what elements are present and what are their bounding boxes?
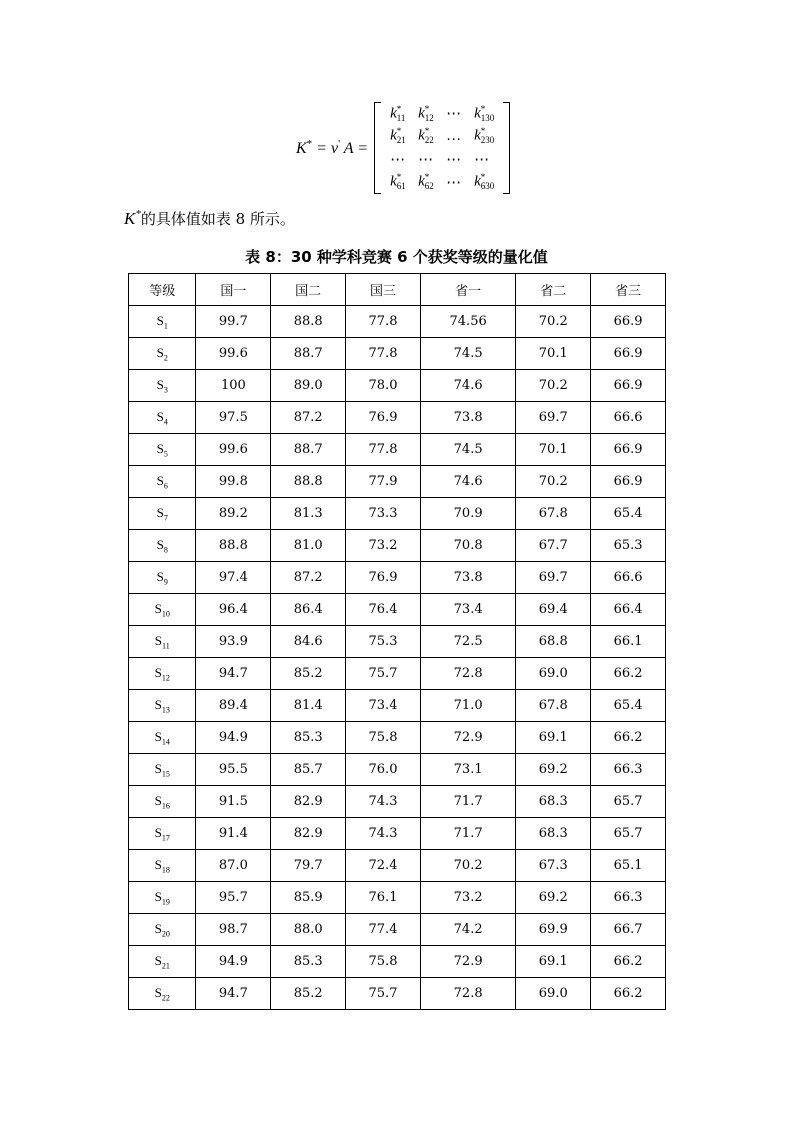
value-cell: 94.7 <box>196 658 271 690</box>
matrix-row <box>384 171 500 194</box>
equation-k-symbol: K <box>296 140 307 157</box>
value-cell: 72.8 <box>420 658 515 690</box>
value-cell: 65.4 <box>591 498 666 530</box>
row-label-letter: S <box>154 952 162 968</box>
matrix-cell <box>384 171 412 194</box>
row-label <box>129 914 196 946</box>
table-header-row <box>129 274 666 306</box>
matrix-symbol: k <box>390 173 397 190</box>
value-cell: 75.7 <box>346 658 421 690</box>
value-cell: 70.8 <box>420 530 515 562</box>
value-cell: 82.9 <box>271 786 346 818</box>
table-row <box>129 306 666 338</box>
row-label-letter: S <box>156 472 164 488</box>
value-cell: 86.4 <box>271 594 346 626</box>
value-cell: 74.56 <box>420 306 515 338</box>
value-cell: 99.7 <box>196 306 271 338</box>
row-label-letter: S <box>154 664 162 680</box>
row-label-index: 4 <box>163 417 168 427</box>
row-label-index: 15 <box>161 769 170 779</box>
value-cell: 71.0 <box>420 690 515 722</box>
value-cell: 70.1 <box>516 434 591 466</box>
row-label-letter: S <box>154 760 162 776</box>
row-label <box>129 882 196 914</box>
value-cell: 88.0 <box>271 914 346 946</box>
row-label-letter: S <box>156 376 164 392</box>
row-label-index: 19 <box>161 897 170 907</box>
value-cell: 76.0 <box>346 754 421 786</box>
k-symbol: K <box>124 209 136 228</box>
matrix-symbol: k <box>474 127 481 144</box>
row-label-letter: S <box>154 856 162 872</box>
matrix-table <box>384 102 500 194</box>
value-cell: 73.3 <box>346 498 421 530</box>
value-cell: 76.9 <box>346 402 421 434</box>
table-row <box>129 722 666 754</box>
table-row <box>129 978 666 1010</box>
value-cell: 73.8 <box>420 402 515 434</box>
matrix-symbol: k <box>474 105 481 122</box>
value-cell: 69.7 <box>516 402 591 434</box>
row-label <box>129 978 196 1010</box>
value-cell: 74.6 <box>420 466 515 498</box>
value-cell: 77.8 <box>346 434 421 466</box>
row-label <box>129 498 196 530</box>
matrix-symbol: k <box>390 105 397 122</box>
row-label-letter: S <box>156 344 164 360</box>
row-label <box>129 786 196 818</box>
value-cell: 66.1 <box>591 626 666 658</box>
value-cell: 96.4 <box>196 594 271 626</box>
row-label <box>129 434 196 466</box>
row-label-index: 2 <box>163 353 168 363</box>
value-cell: 73.1 <box>420 754 515 786</box>
equation-a-symbol: A = <box>343 140 369 157</box>
value-cell: 65.7 <box>591 818 666 850</box>
row-label <box>129 818 196 850</box>
row-label-index: 11 <box>162 641 170 651</box>
table-row <box>129 818 666 850</box>
table-title: 表 8：30 种学科竞赛 6 个获奖等级的量化值 <box>245 248 548 266</box>
k-star-symbol <box>124 209 141 228</box>
row-label-index: 20 <box>161 929 170 939</box>
value-cell: 75.3 <box>346 626 421 658</box>
matrix-cell <box>412 125 440 147</box>
value-cell: 66.9 <box>591 338 666 370</box>
matrix-cell: ⋯ <box>446 151 463 168</box>
value-cell: 76.9 <box>346 562 421 594</box>
value-cell: 74.3 <box>346 818 421 850</box>
row-label-letter: S <box>154 824 162 840</box>
row-label-index: 13 <box>161 705 170 715</box>
matrix-symbol: k <box>418 173 425 190</box>
table-row <box>129 402 666 434</box>
value-cell: 72.5 <box>420 626 515 658</box>
row-label <box>129 402 196 434</box>
table-row <box>129 562 666 594</box>
value-cell: 87.2 <box>271 402 346 434</box>
row-label-index: 3 <box>163 385 168 395</box>
value-cell: 68.8 <box>516 626 591 658</box>
value-cell: 72.9 <box>420 946 515 978</box>
matrix-superscript: * <box>396 172 402 183</box>
row-label-letter: S <box>154 920 162 936</box>
column-header: 等级 <box>129 274 196 306</box>
matrix-superscript: * <box>424 103 430 114</box>
matrix-cell: ⋯ <box>446 106 463 123</box>
value-cell: 76.1 <box>346 882 421 914</box>
table-intro-text <box>124 208 295 229</box>
value-cell: 66.9 <box>591 466 666 498</box>
value-cell: 69.0 <box>516 658 591 690</box>
value-cell: 74.6 <box>420 370 515 402</box>
row-label-index: 12 <box>161 673 170 683</box>
matrix-symbol: k <box>474 173 481 190</box>
table-row <box>129 466 666 498</box>
row-label-letter: S <box>156 504 164 520</box>
equation-v-prime: ' <box>338 138 341 150</box>
table-row <box>129 338 666 370</box>
value-cell: 65.1 <box>591 850 666 882</box>
value-cell: 99.6 <box>196 338 271 370</box>
value-cell: 88.8 <box>271 306 346 338</box>
value-cell: 76.4 <box>346 594 421 626</box>
value-cell: 69.1 <box>516 946 591 978</box>
value-cell: 69.2 <box>516 754 591 786</box>
value-cell: 66.4 <box>591 594 666 626</box>
row-label <box>129 306 196 338</box>
matrix-cell <box>468 125 500 147</box>
row-label <box>129 658 196 690</box>
table-row <box>129 914 666 946</box>
table-row <box>129 882 666 914</box>
row-label-letter: S <box>154 600 162 616</box>
value-cell: 65.7 <box>591 786 666 818</box>
value-cell: 88.8 <box>196 530 271 562</box>
matrix-superscript: * <box>396 103 402 114</box>
value-cell: 65.3 <box>591 530 666 562</box>
value-cell: 70.2 <box>420 850 515 882</box>
value-cell: 67.3 <box>516 850 591 882</box>
table-row <box>129 626 666 658</box>
quantified-values-table <box>128 273 666 1010</box>
matrix-symbol: k <box>390 127 397 144</box>
row-label-letter: S <box>156 408 164 424</box>
value-cell: 85.3 <box>271 722 346 754</box>
value-cell: 85.9 <box>271 882 346 914</box>
row-label-index: 8 <box>163 545 168 555</box>
column-header: 国三 <box>346 274 421 306</box>
row-label-index: 21 <box>161 961 170 971</box>
value-cell: 85.3 <box>271 946 346 978</box>
value-cell: 99.6 <box>196 434 271 466</box>
value-cell: 66.6 <box>591 402 666 434</box>
row-label-index: 16 <box>161 801 170 811</box>
value-cell: 66.2 <box>591 658 666 690</box>
value-cell: 67.8 <box>516 690 591 722</box>
value-cell: 84.6 <box>271 626 346 658</box>
row-label-index: 1 <box>163 321 168 331</box>
value-cell: 74.2 <box>420 914 515 946</box>
value-cell: 71.7 <box>420 818 515 850</box>
value-cell: 70.2 <box>516 370 591 402</box>
matrix-cell <box>384 125 412 147</box>
value-cell: 73.4 <box>346 690 421 722</box>
value-cell: 68.3 <box>516 786 591 818</box>
value-cell: 69.0 <box>516 978 591 1010</box>
table-row <box>129 594 666 626</box>
value-cell: 66.9 <box>591 370 666 402</box>
value-cell: 72.8 <box>420 978 515 1010</box>
row-label-letter: S <box>154 984 162 1000</box>
matrix-superscript: * <box>480 172 486 183</box>
row-label <box>129 338 196 370</box>
row-label <box>129 466 196 498</box>
matrix-symbol: k <box>418 127 425 144</box>
value-cell: 89.0 <box>271 370 346 402</box>
row-label-letter: S <box>156 536 164 552</box>
value-cell: 67.8 <box>516 498 591 530</box>
value-cell: 77.4 <box>346 914 421 946</box>
value-cell: 65.4 <box>591 690 666 722</box>
matrix-subscript: 22 <box>424 135 434 146</box>
matrix-row <box>384 147 500 170</box>
value-cell: 88.7 <box>271 338 346 370</box>
matrix-cell <box>412 171 440 194</box>
row-label-letter: S <box>154 632 162 648</box>
value-cell: 72.4 <box>346 850 421 882</box>
matrix-cell <box>468 102 500 125</box>
row-label-index: 6 <box>163 481 168 491</box>
matrix-subscript: 230 <box>480 135 495 146</box>
table-row <box>129 434 666 466</box>
row-label-letter: S <box>156 568 164 584</box>
matrix-superscript: * <box>396 126 402 137</box>
value-cell: 66.2 <box>591 946 666 978</box>
matrix-row <box>384 125 500 147</box>
matrix-subscript: 630 <box>480 181 495 192</box>
table-row <box>129 498 666 530</box>
value-cell: 70.1 <box>516 338 591 370</box>
value-cell: 69.7 <box>516 562 591 594</box>
column-header: 省二 <box>516 274 591 306</box>
row-label-letter: S <box>154 728 162 744</box>
value-cell: 87.0 <box>196 850 271 882</box>
table-row <box>129 530 666 562</box>
value-cell: 98.7 <box>196 914 271 946</box>
matrix-subscript: 130 <box>480 112 495 123</box>
value-cell: 67.7 <box>516 530 591 562</box>
value-cell: 95.7 <box>196 882 271 914</box>
row-label-index: 17 <box>161 833 170 843</box>
value-cell: 74.5 <box>420 434 515 466</box>
row-label-letter: S <box>154 696 162 712</box>
equation-block <box>296 100 510 196</box>
equation-k-star: * <box>306 138 313 150</box>
value-cell: 66.3 <box>591 754 666 786</box>
row-label <box>129 594 196 626</box>
row-label-letter: S <box>154 792 162 808</box>
equation-v-symbol: = v <box>312 140 339 157</box>
value-cell: 100 <box>196 370 271 402</box>
value-cell: 93.9 <box>196 626 271 658</box>
value-cell: 73.8 <box>420 562 515 594</box>
value-cell: 89.4 <box>196 690 271 722</box>
row-label-letter: S <box>154 888 162 904</box>
value-cell: 85.2 <box>271 978 346 1010</box>
row-label <box>129 690 196 722</box>
value-cell: 69.4 <box>516 594 591 626</box>
table-row <box>129 658 666 690</box>
matrix-subscript: 61 <box>396 181 406 192</box>
value-cell: 66.6 <box>591 562 666 594</box>
value-cell: 82.9 <box>271 818 346 850</box>
value-cell: 99.8 <box>196 466 271 498</box>
row-label <box>129 850 196 882</box>
value-cell: 94.9 <box>196 946 271 978</box>
matrix-subscript: 62 <box>424 181 434 192</box>
table-row <box>129 850 666 882</box>
matrix-superscript: * <box>480 126 486 137</box>
value-cell: 88.7 <box>271 434 346 466</box>
value-cell: 69.2 <box>516 882 591 914</box>
equation-lhs <box>296 138 368 158</box>
row-label-letter: S <box>156 440 164 456</box>
row-label-index: 7 <box>163 513 168 523</box>
matrix-superscript: * <box>480 103 486 114</box>
value-cell: 74.3 <box>346 786 421 818</box>
row-label <box>129 722 196 754</box>
value-cell: 88.8 <box>271 466 346 498</box>
value-cell: 70.2 <box>516 306 591 338</box>
matrix-subscript: 11 <box>396 112 406 123</box>
matrix-symbol: k <box>418 105 425 122</box>
value-cell: 74.5 <box>420 338 515 370</box>
value-cell: 79.7 <box>271 850 346 882</box>
row-label-index: 10 <box>161 609 170 619</box>
table-row <box>129 370 666 402</box>
row-label <box>129 626 196 658</box>
value-cell: 95.5 <box>196 754 271 786</box>
value-cell: 70.2 <box>516 466 591 498</box>
matrix-row <box>384 102 500 125</box>
value-cell: 81.4 <box>271 690 346 722</box>
matrix-cell: ⋯ <box>446 174 463 191</box>
table-row <box>129 786 666 818</box>
row-label-index: 22 <box>161 993 170 1003</box>
value-cell: 91.5 <box>196 786 271 818</box>
value-cell: 77.9 <box>346 466 421 498</box>
value-cell: 94.9 <box>196 722 271 754</box>
value-cell: 66.2 <box>591 978 666 1010</box>
row-label-index: 14 <box>161 737 170 747</box>
k-star: * <box>135 208 141 220</box>
value-cell: 73.2 <box>346 530 421 562</box>
matrix-superscript: * <box>424 126 430 137</box>
value-cell: 66.2 <box>591 722 666 754</box>
row-label-index: 5 <box>163 449 168 459</box>
row-label-index: 9 <box>163 577 168 587</box>
column-header: 国二 <box>271 274 346 306</box>
column-header: 省一 <box>420 274 515 306</box>
value-cell: 66.9 <box>591 306 666 338</box>
value-cell: 81.3 <box>271 498 346 530</box>
matrix-cell: … <box>446 127 463 144</box>
value-cell: 85.2 <box>271 658 346 690</box>
row-label-index: 18 <box>161 865 170 875</box>
value-cell: 73.4 <box>420 594 515 626</box>
value-cell: 72.9 <box>420 722 515 754</box>
equation-matrix <box>374 102 510 194</box>
value-cell: 69.1 <box>516 722 591 754</box>
matrix-subscript: 21 <box>396 135 406 146</box>
value-cell: 77.8 <box>346 338 421 370</box>
row-label <box>129 754 196 786</box>
value-cell: 94.7 <box>196 978 271 1010</box>
table-row <box>129 754 666 786</box>
value-cell: 66.9 <box>591 434 666 466</box>
value-cell: 91.4 <box>196 818 271 850</box>
value-cell: 75.8 <box>346 946 421 978</box>
matrix-superscript: * <box>424 172 430 183</box>
value-cell: 81.0 <box>271 530 346 562</box>
row-label <box>129 562 196 594</box>
value-cell: 66.3 <box>591 882 666 914</box>
matrix-cell: ⋯ <box>418 151 435 168</box>
row-label <box>129 946 196 978</box>
value-cell: 77.8 <box>346 306 421 338</box>
row-label <box>129 370 196 402</box>
value-cell: 85.7 <box>271 754 346 786</box>
value-cell: 87.2 <box>271 562 346 594</box>
matrix-cell <box>412 102 440 125</box>
value-cell: 68.3 <box>516 818 591 850</box>
value-cell: 75.8 <box>346 722 421 754</box>
row-label <box>129 530 196 562</box>
value-cell: 70.9 <box>420 498 515 530</box>
value-cell: 73.2 <box>420 882 515 914</box>
value-cell: 78.0 <box>346 370 421 402</box>
value-cell: 71.7 <box>420 786 515 818</box>
value-cell: 89.2 <box>196 498 271 530</box>
value-cell: 97.4 <box>196 562 271 594</box>
table-row <box>129 690 666 722</box>
column-header: 国一 <box>196 274 271 306</box>
table-row <box>129 946 666 978</box>
matrix-cell <box>468 171 500 194</box>
column-header: 省三 <box>591 274 666 306</box>
row-label-letter: S <box>156 312 164 328</box>
matrix-cell: ⋯ <box>390 151 407 168</box>
value-cell: 69.9 <box>516 914 591 946</box>
value-cell: 97.5 <box>196 402 271 434</box>
value-cell: 66.7 <box>591 914 666 946</box>
matrix-cell: ⋯ <box>474 151 491 168</box>
intro-sentence: 的具体值如表 8 所示。 <box>140 210 295 228</box>
matrix-subscript: 12 <box>424 112 434 123</box>
matrix-cell <box>384 102 412 125</box>
value-cell: 75.7 <box>346 978 421 1010</box>
